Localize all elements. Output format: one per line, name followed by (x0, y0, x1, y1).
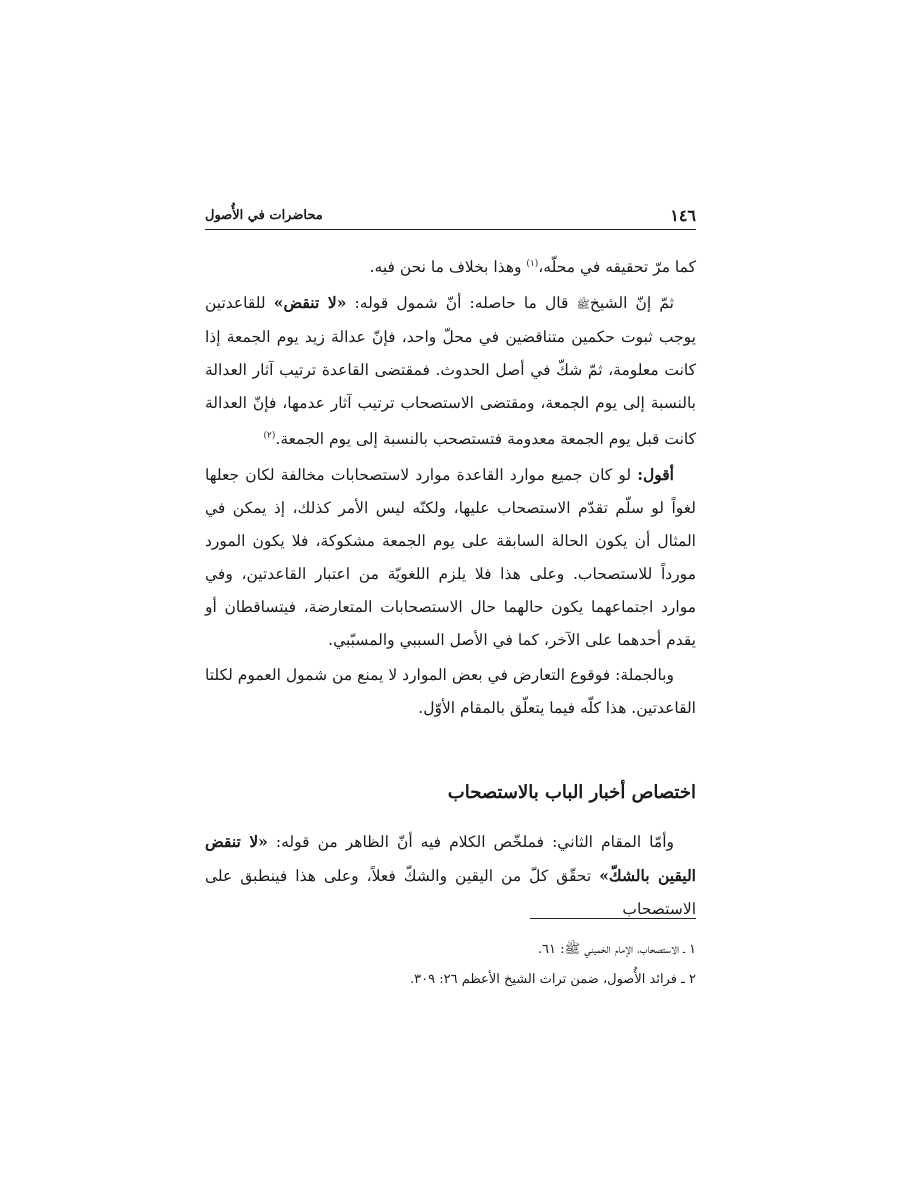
footnote-ref-1: (١) (526, 259, 539, 269)
footnote-2: ٢ ـ فرائد الأُصول، ضمن تراث الشيخ الأعظم ٢٦: ٣٠٩. (410, 972, 696, 987)
paragraph-3 (205, 458, 696, 657)
footnotes (205, 935, 696, 995)
book-title: محاضرات في الأُصول (205, 208, 323, 223)
text-span: ثمّ إنّ الشيخ (589, 294, 674, 313)
page-number: ١٤٦ (670, 206, 696, 225)
footnote-1: ١ ـ الاستصحاب، الإمام الخميني ﷺ: ٦١. (537, 942, 696, 957)
text-span: قال ما حاصله: أنّ شمول قوله: (346, 294, 577, 313)
text-span: وأمّا المقام الثاني: فملخّص الكلام فيه أنّ الظاهر من قوله: (267, 833, 674, 851)
aqul-label: أقول: (637, 465, 674, 485)
text-span: للقاعدتين يوجب ثبوت حكمين متناقضين في محلّ واحد، فإنّ عدالة زيد يوم الجمعة إذا كانت معلومة، ثمّ شكّ في أصل الحدوث. فمقتضى القاعدة ترتيب آثار العدالة بالنسبة إلى يوم الجمعة، ومقتضى الاستصحاب ترتيب آثار عدمها، فإنّ العدالة كانت قبل يوم الجمعة معدومة فتستصحب بالنسبة إلى يوم الجمعة. (205, 294, 696, 449)
text-span: وبالجملة: فوقوع التعارض في بعض الموارد لا يمنع من شمول العموم لكلتا القاعدتين. هذا كلّه فيما يتعلّق بالمقام الأوّل. (205, 666, 696, 718)
paragraph-2 (205, 286, 696, 456)
footnote-rule (530, 918, 696, 919)
text-span: تحقّق كلّ من اليقين والشكّ فعلاً، وعلى هذا فينطبق على الاستصحاب (205, 867, 696, 918)
paragraph-1 (205, 248, 696, 284)
footnote-ref-2: (٢) (263, 431, 276, 442)
text-span: لو كان جميع موارد القاعدة موارد لاستصحابات مخالفة لكان جعلها لغواً لو سلّم تقدّم الاستصحاب عليها، ولكنّه ليس الأمر كذلك، إذ يمكن في المثال أن يكون الحالة السابقة على يوم الجمعة مشكوكة، فلا يكون المورد مورداً للاستصحاب. وعلى هذا فلا يلزم اللغويّة من اعتبار القاعدتين، وفي موارد اجتماعهما يكون حالهما حال الاستصحابات المتعارضة، فيتساقطان أو يقدم أحدهما على الآخر، كما في الأصل السببي والمسبّبي. (205, 466, 696, 650)
quote-bold: «لا تنقض» (273, 293, 347, 313)
quote-bold: «لا تنقض اليقين بالشكّ» (205, 832, 696, 885)
paragraph-4 (205, 659, 696, 725)
text-span: وهذا بخلاف ما نحن فيه. (369, 258, 527, 277)
text-span: كما مرّ تحقيقه في محلّه، (538, 258, 696, 277)
section-heading: اختصاص أخبار الباب بالاستصحاب (447, 782, 696, 803)
running-header (205, 206, 696, 228)
paragraph-5 (205, 825, 696, 926)
honorific-glyph: ﷺ (576, 298, 590, 312)
header-rule (205, 229, 696, 230)
section-text (205, 825, 696, 926)
main-text (205, 248, 696, 725)
